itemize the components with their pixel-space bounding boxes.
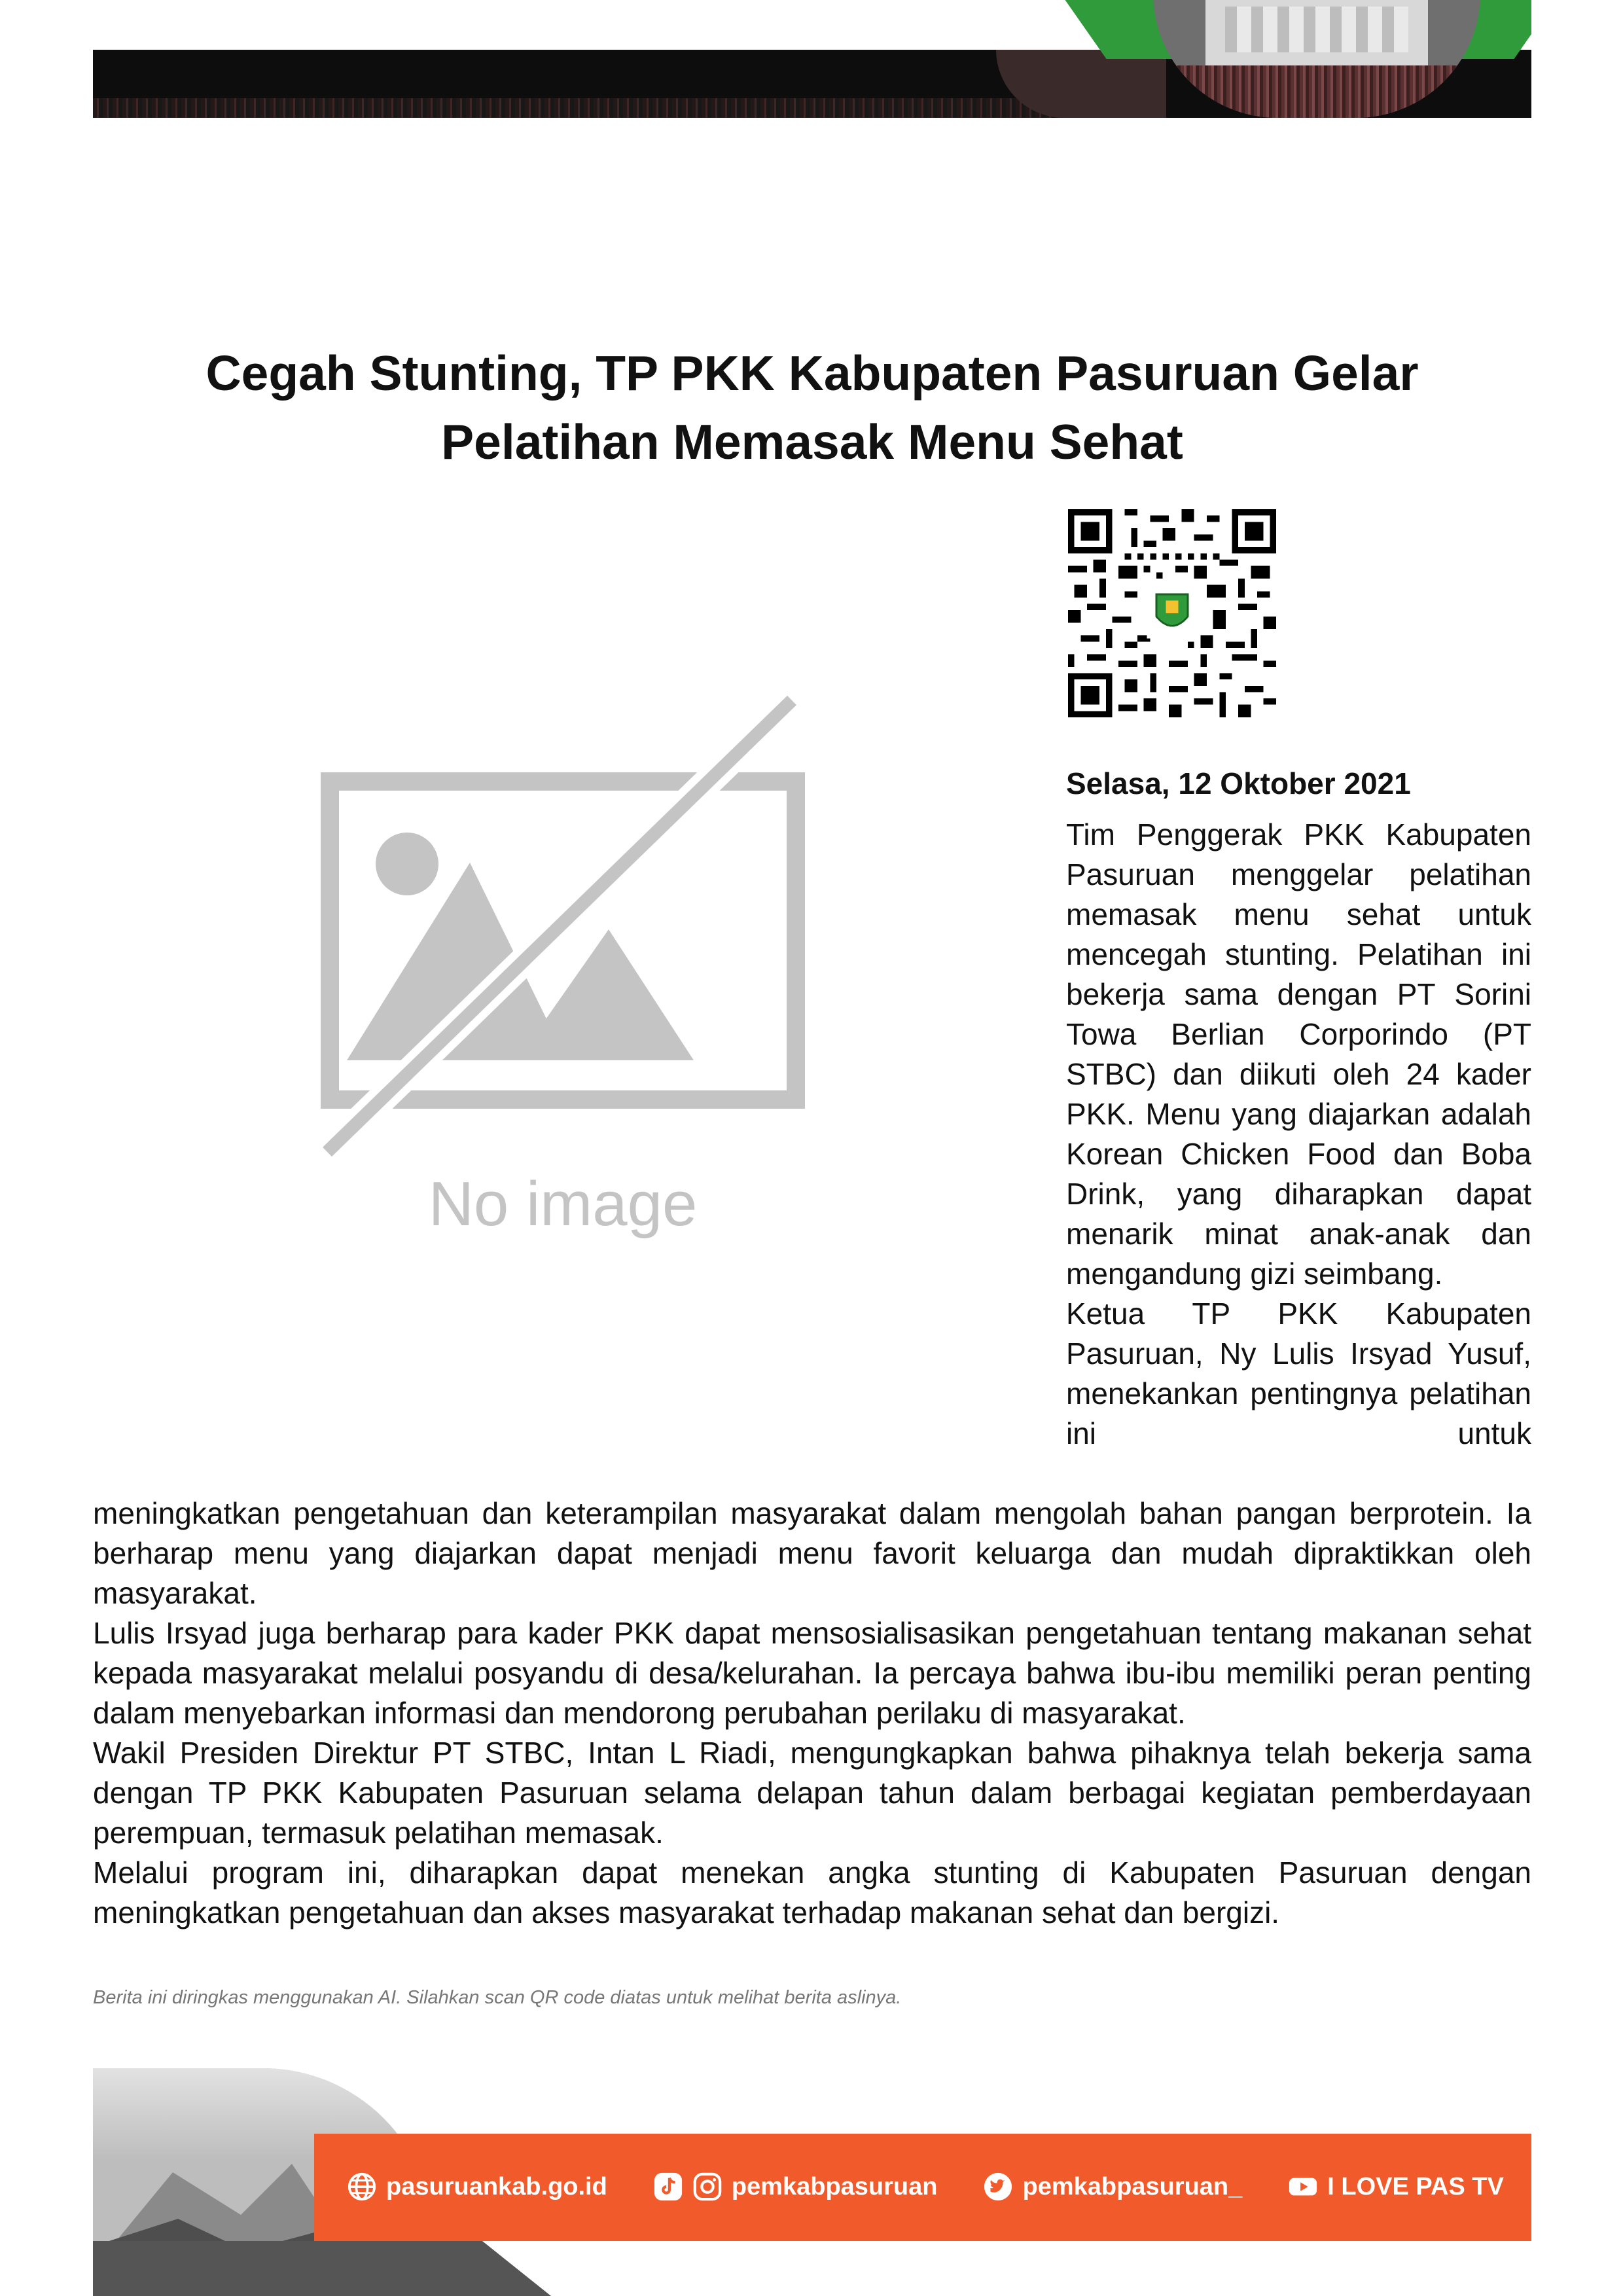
qr-code[interactable] [1068,509,1276,717]
footer-youtube-link[interactable] [1288,2172,1504,2202]
tiktok-icon [653,2172,683,2202]
article-date: Selasa, 12 Oktober 2021 [1066,766,1411,800]
header-crowd-texture [93,98,1075,118]
no-image-placeholder [321,694,805,1257]
footer-youtube-label: I LOVE PAS TV [1327,2172,1504,2200]
article-full-column [93,1494,1531,1933]
article-paragraph-2-cont: meningkatkan pengetahuan dan keterampilan masyarakat dalam mengolah bahan pangan berprotein. Ia berharap menu yang diajarkan dapat menjadi menu favorit keluarga dan mudah dipraktikkan oleh masyarakat. [93,1496,1531,1610]
youtube-icon [1288,2172,1318,2202]
article-side-column [1066,815,1531,1454]
ai-summary-note: Berita ini diringkas menggunakan AI. Silahkan scan QR code diatas untuk melihat berita aslinya. [93,1987,902,2008]
footer-tiktok-instagram-label: pemkabpasuruan [731,2172,938,2200]
footer-website-link[interactable] [347,2172,607,2202]
header-photo [1153,0,1480,118]
no-image-icon [321,694,805,1165]
article-paragraph-2-start: Ketua TP PKK Kabupaten Pasuruan, Ny Lulis Irsyad Yusuf, menekankan pentingnya pelatihan ini untuk [1066,1297,1531,1450]
no-image-label: No image [428,1169,698,1239]
article-paragraph-1: Tim Penggerak PKK Kabupaten Pasuruan menggelar pelatihan memasak menu sehat untuk mencegah stunting. Pelatihan ini bekerja sama dengan PT Sorini Towa Berlian Corporindo (PT STBC) dan diikuti oleh 24 kader PKK. Menu yang diajarkan adalah Korean Chicken Food dan Boba Drink, yang diharapkan dapat menarik minat anak-anak dan mengandung gizi seimbang. [1066,817,1531,1291]
footer-tiktok-instagram-link[interactable] [653,2172,938,2202]
article-paragraph-5: Melalui program ini, diharapkan dapat menekan angka stunting di Kabupaten Pasuruan dengan meningkatkan pengetahuan dan akses masyarakat terhadap makanan sehat dan bergizi. [93,1856,1531,1929]
page-title-line1: Cegah Stunting, TP PKK Kabupaten Pasuruan Gelar [205,346,1419,401]
globe-icon [347,2172,377,2202]
footer-social-links [347,2164,1504,2210]
instagram-icon [692,2172,722,2202]
article-paragraph-3: Lulis Irsyad juga berharap para kader PKK dapat mensosialisasikan pengetahuan tentang makanan sehat kepada masyarakat melalui posyandu di desa/kelurahan. Ia percaya bahwa ibu-ibu memiliki peran penting dalam menyebarkan informasi dan mendorong perubahan perilaku di masyarakat. [93,1616,1531,1730]
article-paragraph-4: Wakil Presiden Direktur PT STBC, Intan L Riadi, mengungkapkan bahwa pihaknya telah bekerja sama dengan TP PKK Kabupaten Pasuruan selama delapan tahun dalam berbagai kegiatan pemberdayaan perempuan, termasuk pelatihan memasak. [93,1736,1531,1850]
page-title-line2: Pelatihan Memasak Menu Sehat [441,414,1183,469]
page-title [93,339,1531,476]
qr-code-icon [1068,509,1276,717]
twitter-icon [983,2172,1013,2202]
footer-twitter-label: pemkabpasuruan_ [1022,2172,1243,2200]
footer-website-label: pasuruankab.go.id [386,2172,607,2200]
footer-twitter-link[interactable] [983,2172,1242,2202]
footer-strip [93,2241,551,2296]
header-banner [93,0,1531,118]
